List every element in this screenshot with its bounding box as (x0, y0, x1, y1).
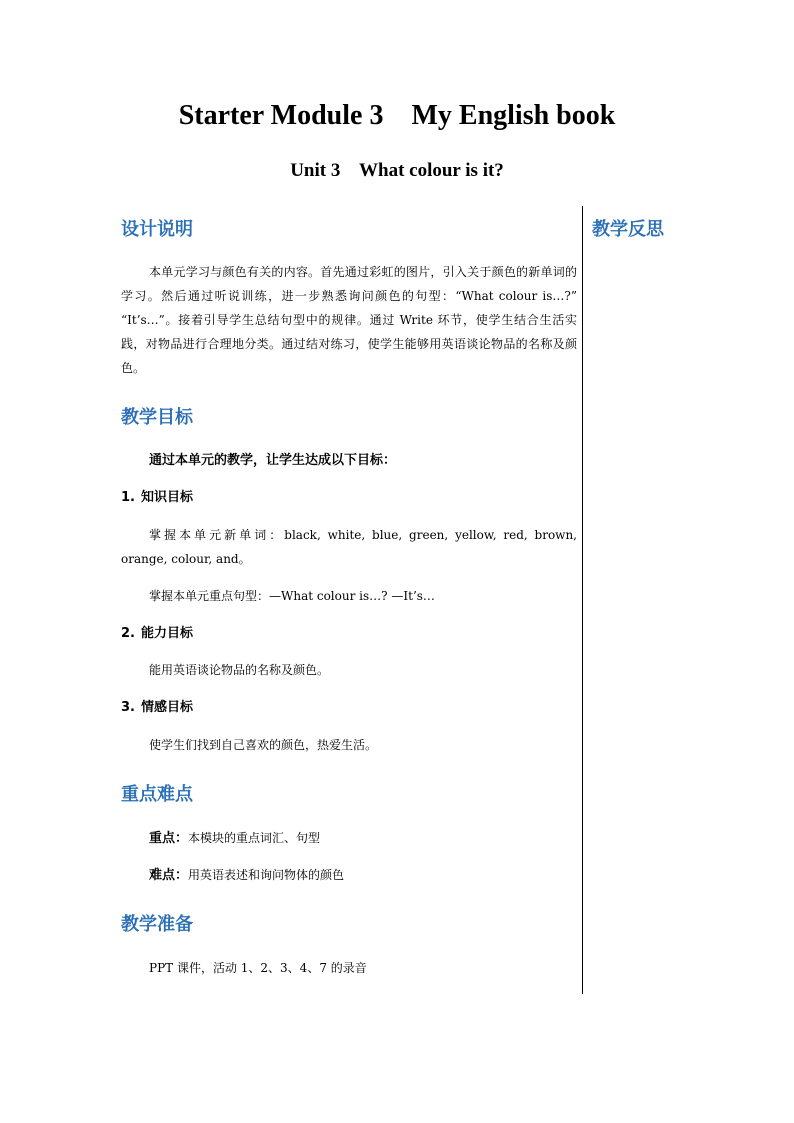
objective-number: 2. (121, 626, 135, 641)
emotion-text: 使学生们找到自己喜欢的颜色，热爱生活。 (149, 738, 378, 752)
column-divider (582, 206, 583, 994)
key-point-text: 本模块的重点词汇、句型 (188, 831, 321, 845)
objectives-heading: 教学目标 (121, 407, 193, 428)
page-title: Starter Module 3 My English book (178, 100, 616, 131)
preparation-text: PPT 课件，活动 1、2、3、4、7 的录音 (149, 961, 367, 975)
difficult-point-text: 用英语表述和询问物体的颜色 (188, 868, 345, 882)
objective-knowledge (121, 488, 193, 508)
objective-emotion (121, 698, 193, 718)
design-paragraph: 本单元学习与颜色有关的内容。首先通过彩虹的图片，引入关于颜色的新单词的学习。然后通过听说训练，进一步熟悉询问颜色的句型：“What colour is…?” “It’s…”。接着引导学生总结句型中的规律。通过 Write 环节，使学生结合生活实践，对物品进行合理地分类。通过结对练习，使学生能够用英语谈论物品的名称及颜色。 (121, 265, 577, 375)
objective-number: 3. (121, 700, 135, 715)
objective-label: 知识目标 (141, 490, 194, 505)
reflection-heading: 教学反思 (592, 219, 664, 240)
preparation-heading: 教学准备 (121, 914, 193, 935)
objectives-intro: 通过本单元的教学，让学生达成以下目标： (149, 453, 397, 468)
key-point-label: 重点： (149, 831, 189, 846)
unit-subtitle: Unit 3 What colour is it? (290, 160, 504, 181)
objective-label: 能力目标 (141, 626, 194, 641)
key-points-heading: 重点难点 (121, 784, 193, 805)
design-heading: 设计说明 (121, 219, 193, 240)
ability-text: 能用英语谈论物品的名称及颜色。 (149, 663, 330, 677)
knowledge-sentences: 掌握本单元重点句型：—What colour is…? —It’s… (149, 589, 435, 603)
objective-label: 情感目标 (141, 700, 194, 715)
key-point-line (149, 828, 320, 849)
difficult-point-label: 难点： (149, 868, 189, 883)
difficult-point-line (149, 865, 344, 886)
objective-number: 1. (121, 490, 135, 505)
objective-ability (121, 624, 193, 644)
knowledge-words: 掌握本单元新单词：black, white, blue, green, yellow, red, brown, orange, colour, and。 (121, 528, 577, 566)
